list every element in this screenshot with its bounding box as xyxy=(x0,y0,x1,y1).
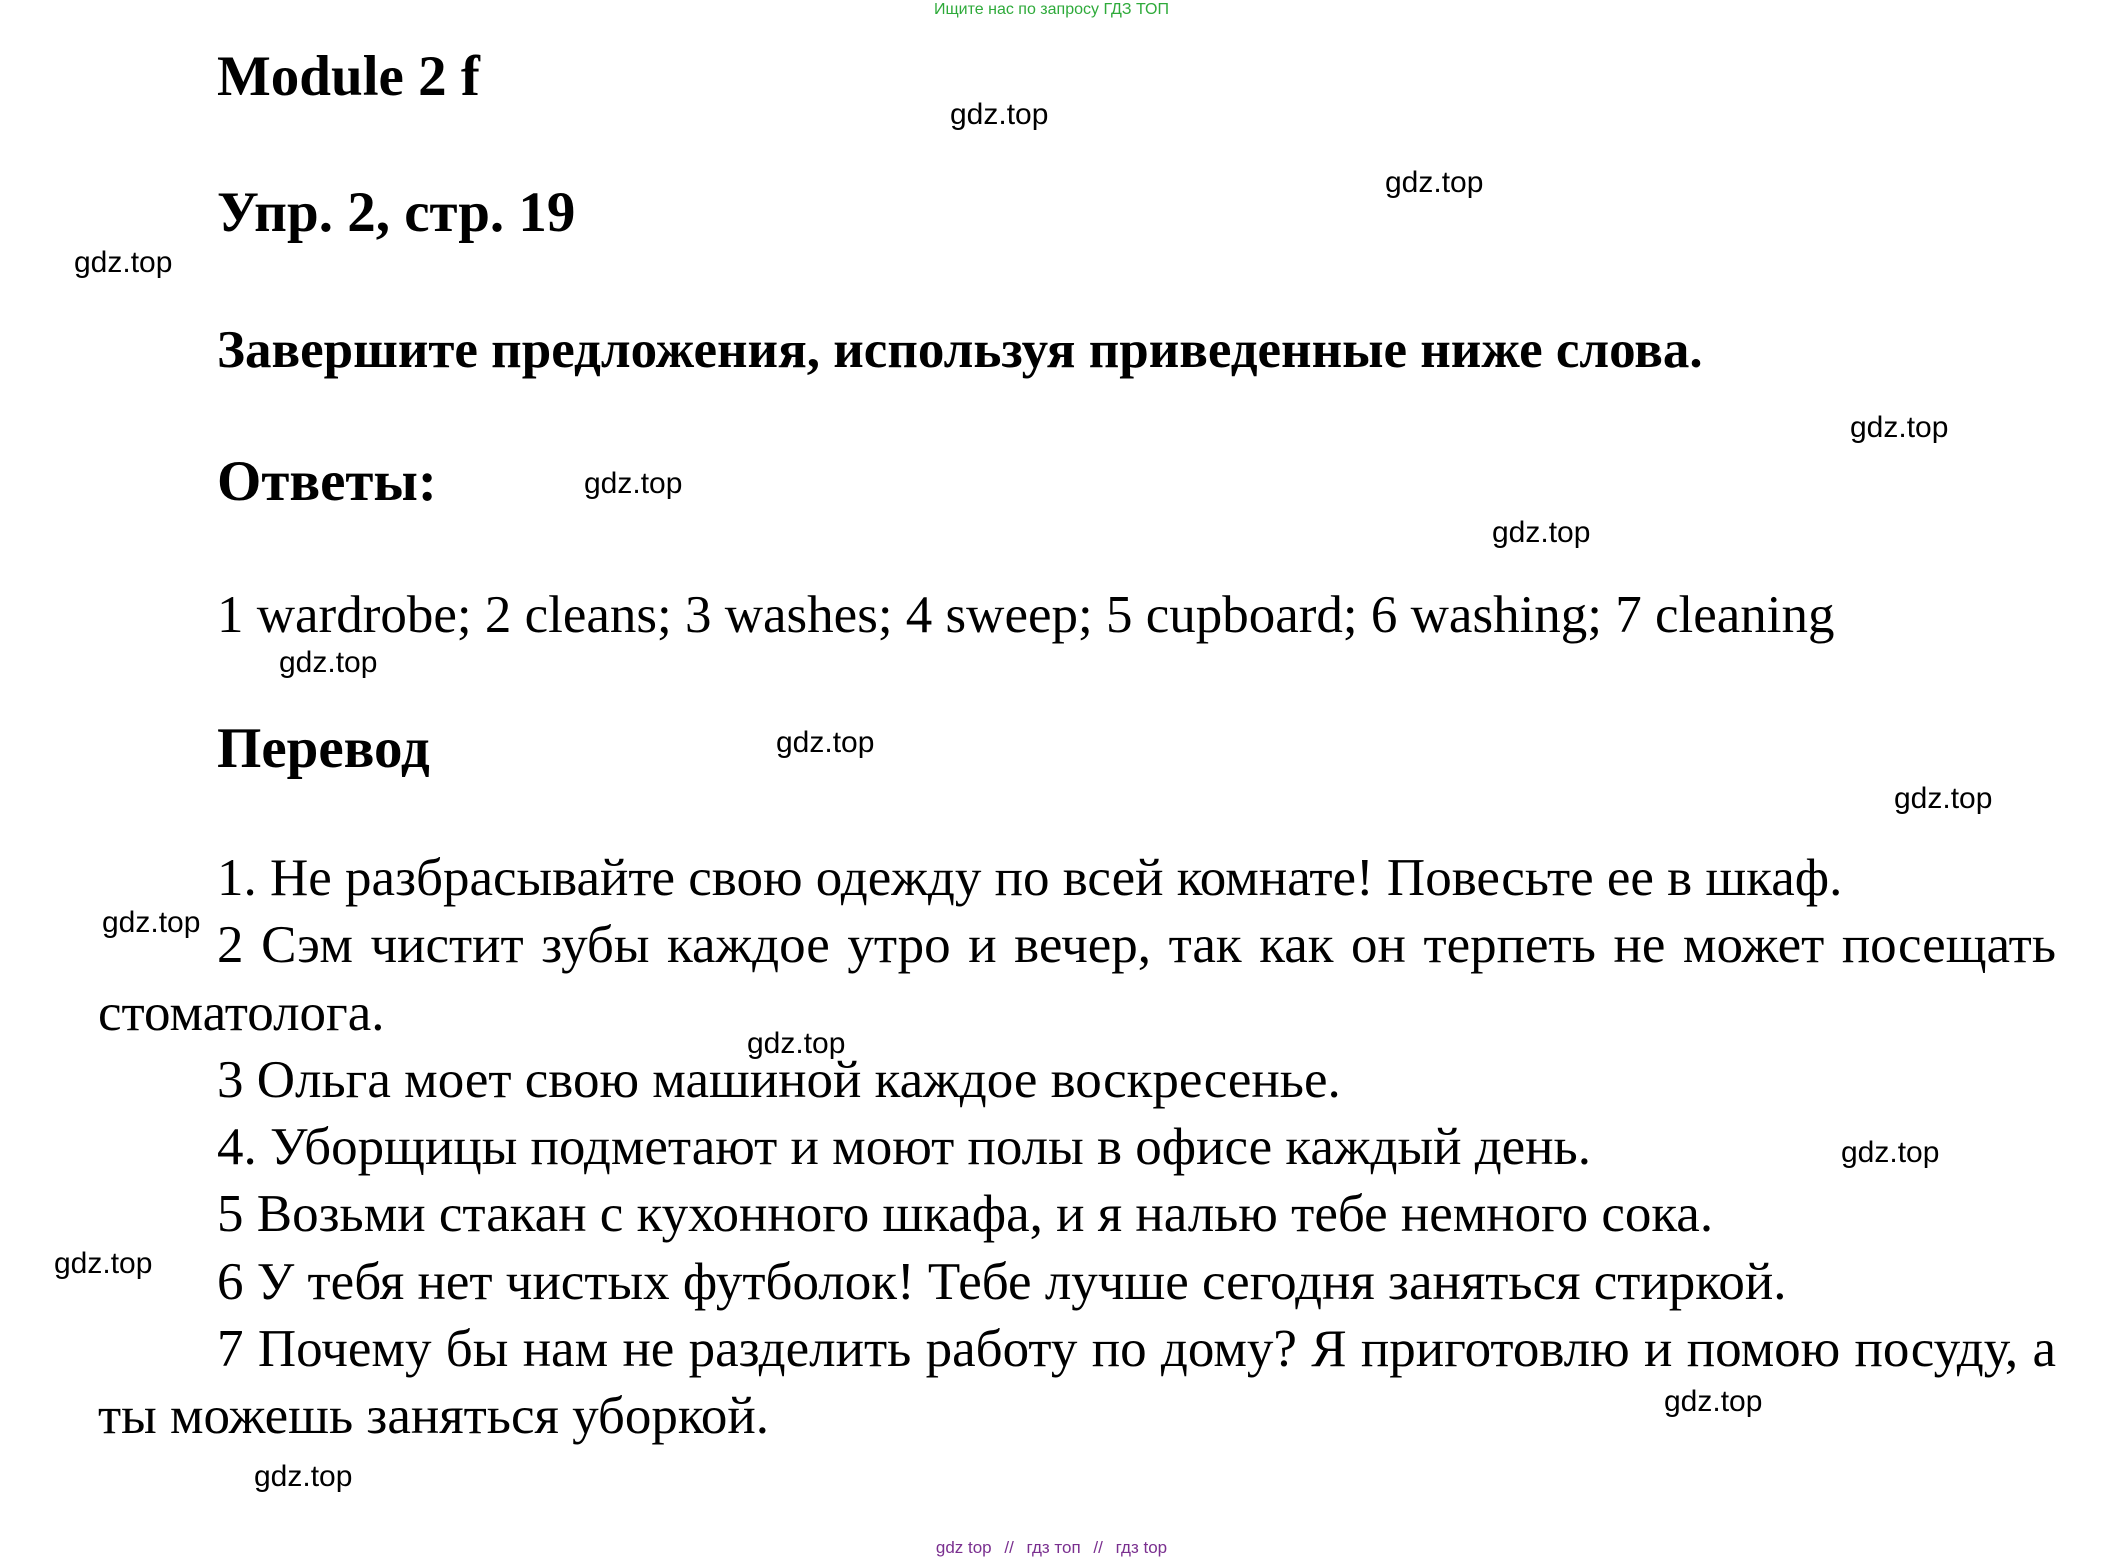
top-banner[interactable]: Ищите нас по запросу ГДЗ ТОП xyxy=(934,1,1169,18)
bottom-link-gdz-top[interactable]: gdz top xyxy=(935,1538,992,1557)
bottom-link-gdz-top-ru[interactable]: гдз топ xyxy=(1026,1538,1081,1557)
translation-sentence-2: 2 Сэм чистит зубы каждое утро и вечер, так как он терпеть не может посещать стоматолога. xyxy=(98,916,2056,1042)
translation-sentence-5: 5 Возьми стакан с кухонного шкафа, и я налью тебе немного сока. xyxy=(217,1185,1714,1244)
watermark: gdz.top xyxy=(584,467,683,500)
watermark: gdz.top xyxy=(54,1247,153,1280)
bottom-links xyxy=(0,1538,2103,1558)
translation-sentence-1: 1. Не разбрасывайте свою одежду по всей комнате! Повесьте ее в шкаф. xyxy=(217,849,1843,907)
bottom-link-separator: // xyxy=(1004,1538,1014,1557)
bottom-link-separator: // xyxy=(1093,1538,1103,1557)
answers-heading: Ответы: xyxy=(217,450,437,513)
bottom-link-gdz-top-mixed[interactable]: гдз top xyxy=(1115,1538,1168,1557)
translation-sentence-6: 6 У тебя нет чистых футболок! Тебе лучше сегодня заняться стиркой. xyxy=(217,1252,1787,1311)
watermark: gdz.top xyxy=(1492,516,1591,549)
translation-heading: Перевод xyxy=(217,717,430,780)
watermark: gdz.top xyxy=(1850,411,1949,444)
translation-sentence-3: 3 Ольга моет свою машиной каждое воскресенье. xyxy=(217,1050,1341,1109)
exercise-reference: Упр. 2, стр. 19 xyxy=(217,181,576,244)
task-instruction: Завершите предложения, используя приведенные ниже слова. xyxy=(217,321,1703,379)
module-title: Module 2 f xyxy=(217,45,480,108)
watermark: gdz.top xyxy=(1664,1385,1763,1418)
answers-text: 1 wardrobe; 2 cleans; 3 washes; 4 sweep; 5 cupboard; 6 washing; 7 cleaning xyxy=(217,586,1835,644)
watermark: gdz.top xyxy=(776,726,875,759)
watermark: gdz.top xyxy=(279,646,378,679)
translation-sentence-4: 4. Уборщицы подметают и моют полы в офисе каждый день. xyxy=(217,1118,1591,1177)
watermark: gdz.top xyxy=(1894,782,1993,815)
watermark: gdz.top xyxy=(74,246,173,279)
translation-text xyxy=(98,845,2056,1451)
watermark: gdz.top xyxy=(950,98,1049,131)
watermark: gdz.top xyxy=(254,1460,353,1493)
watermark: gdz.top xyxy=(1841,1136,1940,1169)
translation-sentence-7: 7 Почему бы нам не разделить работу по дому? Я приготовлю и помою посуду, а ты можешь заняться уборкой. xyxy=(98,1320,2056,1446)
watermark: gdz.top xyxy=(102,906,201,939)
watermark: gdz.top xyxy=(1385,166,1484,199)
watermark: gdz.top xyxy=(747,1027,846,1060)
